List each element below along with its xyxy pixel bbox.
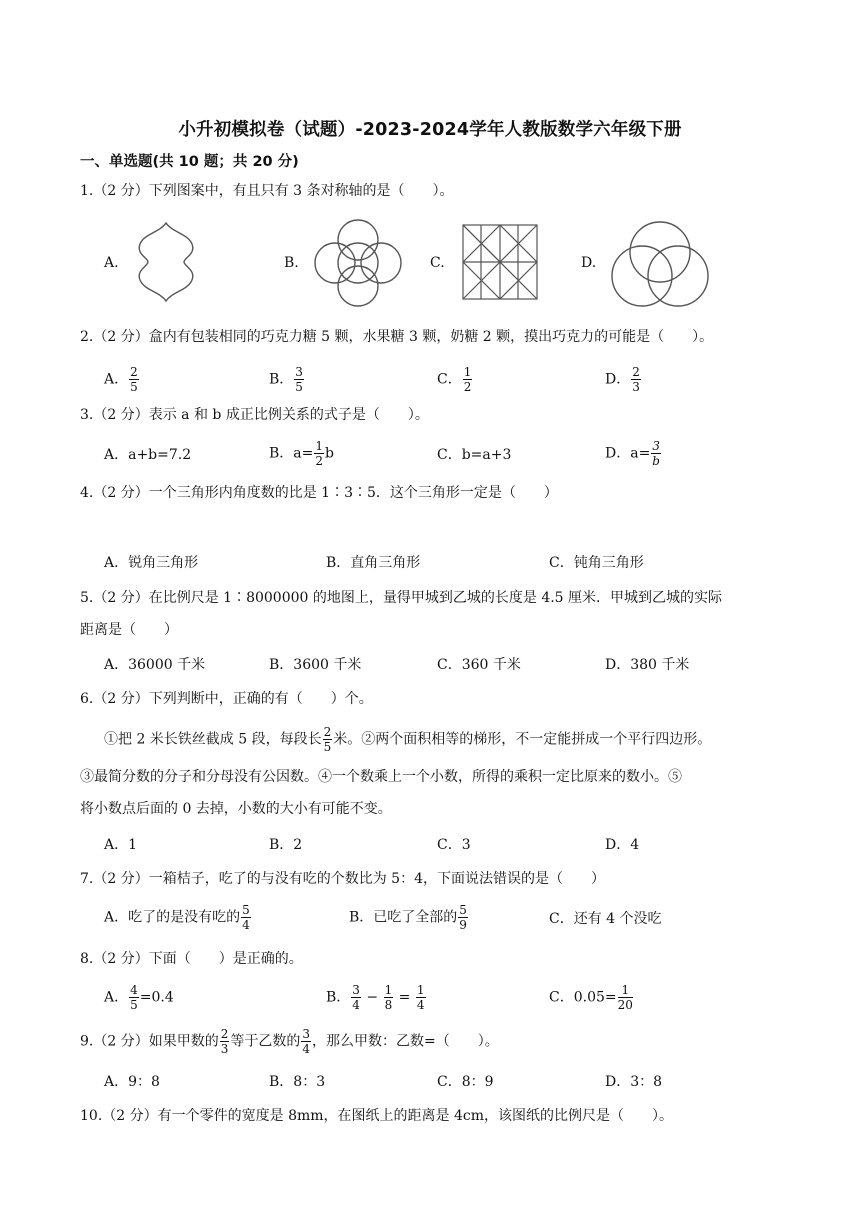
q2-option-c-label: C．: [437, 371, 462, 388]
question-7-stem: 7.（2 分）一箱桔子，吃了的与没有吃的个数比为 5：4，下面说法错误的是（ ）: [80, 871, 605, 887]
q4-option-a: A．锐角三角形: [104, 555, 199, 571]
q6-statement-line2: ③最简分数的分子和分母没有公因数。④一个数乘上一个小数，所得的乘积一定比原来的数小。⑤: [80, 769, 682, 785]
question-9-stem: [80, 1028, 499, 1055]
q8-b-n1: 3: [352, 983, 360, 997]
question-5-stem-line2: 距离是（ ）: [80, 622, 178, 638]
q3-option-b-pre: B．a=: [269, 445, 314, 462]
q4-option-b: B．直角三角形: [326, 555, 421, 571]
q8-a-denominator: 5: [130, 998, 138, 1012]
q2-a-numerator: 2: [130, 365, 138, 379]
q1-figure-c: [460, 222, 540, 302]
q7-b-numerator: 5: [459, 903, 467, 917]
q2-option-a: [104, 366, 140, 393]
q7-b-denominator: 9: [459, 918, 467, 932]
q8-c-denominator: 20: [617, 998, 633, 1012]
q2-option-a-label: A．: [104, 371, 129, 388]
q6-option-a: A．1: [104, 837, 138, 853]
q9-option-c: C．8：9: [437, 1074, 494, 1090]
q6-statement-line1: [104, 726, 804, 753]
q9-n2: 3: [302, 1027, 310, 1041]
q2-c-denominator: 2: [463, 380, 472, 394]
q3-option-b-post: b: [325, 445, 334, 462]
q2-c-numerator: 1: [463, 365, 472, 379]
q8-b-operator: −: [366, 989, 379, 1006]
q2-option-b: [269, 366, 305, 393]
q6-s1-denominator: 5: [323, 740, 332, 754]
q8-a-pre: A．: [104, 989, 129, 1006]
question-1-stem: 1.（2 分）下列图案中，有且只有 3 条对称轴的是（ ）。: [80, 183, 454, 199]
q8-b-pre: B．: [326, 989, 351, 1006]
q3-option-c: C．b=a+3: [437, 447, 512, 463]
question-3-stem: 3.（2 分）表示 a 和 b 成正比例关系的式子是（ ）。: [80, 407, 429, 423]
q8-a-post: =0.4: [139, 989, 174, 1006]
q5-option-d: D．380 千米: [605, 657, 690, 673]
q1-option-a-label: A.: [104, 255, 119, 271]
q8-b-n2: 1: [384, 983, 393, 997]
q6-s1-post: 米。②两个面积相等的梯形，不一定能拼成一个平行四边形。: [333, 731, 712, 748]
section-heading: 一、单选题(共 10 题；共 20 分): [80, 154, 299, 170]
q3-option-d: [605, 440, 662, 467]
q5-option-c: C．360 千米: [437, 657, 521, 673]
q8-option-b: [326, 984, 427, 1011]
q8-option-c: [549, 984, 634, 1011]
q2-d-numerator: 2: [632, 365, 640, 379]
q2-b-numerator: 3: [295, 365, 303, 379]
q8-c-numerator: 1: [618, 984, 633, 998]
q1-figure-d: [608, 218, 712, 308]
q6-statement-line3: 将小数点后面的 0 去掉，小数的大小有可能不变。: [80, 801, 392, 817]
q9-stem-mid: 等于乙数的: [230, 1033, 301, 1050]
q8-option-a: [104, 984, 174, 1011]
q6-option-d: D．4: [605, 837, 640, 853]
q3-option-d-pre: D．a=: [605, 445, 651, 462]
q7-a-numerator: 5: [242, 903, 250, 917]
q6-option-b: B．2: [269, 837, 303, 853]
q9-d2: 4: [302, 1042, 310, 1056]
question-2-stem: 2.（2 分）盒内有包装相同的巧克力糖 5 颗，水果糖 3 颗，奶糖 2 颗，摸出巧克力的可能是（ ）。: [80, 329, 714, 345]
page-title: 小升初模拟卷（试题）-2023-2024学年人教版数学六年级下册: [178, 120, 682, 140]
q6-s1-pre: ①把 2 米长铁丝截成 5 段，每段长: [104, 731, 322, 748]
q9-option-d: D．3：8: [605, 1074, 663, 1090]
q8-b-d3: 4: [416, 998, 425, 1012]
question-6-stem: 6.（2 分）下列判断中，正确的有（ ）个。: [80, 691, 373, 707]
q9-option-a: A．9：8: [104, 1074, 160, 1090]
q7-option-b: [349, 904, 469, 931]
q9-stem-post: ，那么甲数：乙数=（ ）。: [312, 1033, 499, 1050]
q6-s1-numerator: 2: [323, 725, 332, 739]
q2-option-d-label: D．: [605, 371, 631, 388]
q2-option-b-label: B．: [269, 371, 294, 388]
q7-a-pre: A．吃了的是没有吃的: [104, 909, 241, 926]
q3-b-numerator: 1: [315, 439, 324, 453]
q9-n1: 2: [220, 1027, 229, 1041]
question-8-stem: 8.（2 分）下面（ ）是正确的。: [80, 951, 303, 967]
q8-b-d1: 4: [352, 998, 360, 1012]
q3-b-denominator: 2: [315, 454, 324, 468]
question-4-stem: 4.（2 分）一个三角形内角度数的比是 1∶3∶5．这个三角形一定是（ ）: [80, 485, 558, 501]
q7-b-pre: B．已吃了全部的: [349, 909, 458, 926]
q5-option-a: A．36000 千米: [104, 657, 206, 673]
q7-option-a: [104, 904, 252, 931]
q3-d-numerator: 3: [652, 439, 660, 453]
q2-a-denominator: 5: [130, 380, 138, 394]
q3-option-a: A．a+b=7.2: [104, 447, 192, 463]
question-10-stem: 10.（2 分）有一个零件的宽度是 8mm，在图纸上的距离是 4cm，该图纸的比例尺是（ ）。: [80, 1108, 674, 1124]
q2-b-denominator: 5: [295, 380, 303, 394]
q8-a-numerator: 4: [130, 983, 138, 997]
q3-d-denominator: b: [652, 454, 660, 468]
q4-option-c: C．钝角三角形: [549, 555, 644, 571]
q3-option-b: [269, 440, 334, 467]
q5-option-b: B．3600 千米: [269, 657, 362, 673]
q2-d-denominator: 3: [632, 380, 640, 394]
q1-figure-b: [312, 218, 404, 308]
q9-stem-pre: 9.（2 分）如果甲数的: [80, 1033, 219, 1050]
q7-a-denominator: 4: [242, 918, 250, 932]
q2-option-d: [605, 366, 642, 393]
q2-option-c: [437, 366, 473, 393]
q1-option-b-label: B.: [284, 255, 299, 271]
q1-option-d-label: D.: [581, 255, 597, 271]
q8-c-pre: C．0.05=: [549, 989, 617, 1006]
q1-option-c-label: C.: [430, 255, 445, 271]
q8-b-equals: =: [398, 989, 411, 1006]
q1-figure-a: [130, 220, 202, 304]
q7-option-c: C．还有 4 个没吃: [549, 911, 662, 927]
question-5-stem-line1: 5.（2 分）在比例尺是 1∶8000000 的地图上，量得甲城到乙城的长度是 4.5 厘米．甲城到乙城的实际: [80, 590, 723, 606]
q8-b-d2: 8: [384, 998, 393, 1012]
q6-option-c: C．3: [437, 837, 471, 853]
q9-d1: 3: [220, 1042, 229, 1056]
q9-option-b: B．8：3: [269, 1074, 326, 1090]
q8-b-n3: 1: [416, 983, 425, 997]
